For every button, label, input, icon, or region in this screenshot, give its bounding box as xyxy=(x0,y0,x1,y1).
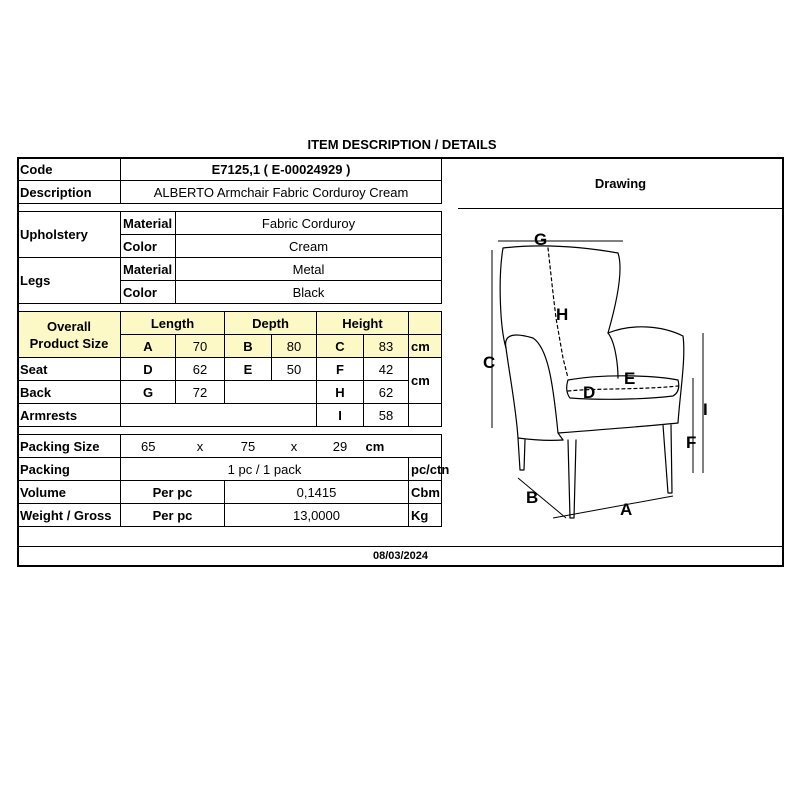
upholstery-material-row xyxy=(18,212,442,235)
packing-x1: x xyxy=(176,435,225,458)
legs-color-value: Black xyxy=(176,281,442,304)
packing-label: Packing xyxy=(18,458,121,481)
packing-value: 1 pc / 1 pack xyxy=(121,458,409,481)
legs-material-label: Material xyxy=(121,258,176,281)
back-blank xyxy=(225,381,317,404)
dim-h-key: H xyxy=(317,381,364,404)
dim-a-value: 70 xyxy=(176,335,225,358)
dim-b-value: 80 xyxy=(272,335,317,358)
drawing-label-a: A xyxy=(620,500,633,519)
drawing-label-c: C xyxy=(483,353,496,372)
drawing-label-b: B xyxy=(526,488,539,507)
chair-leg-front-left xyxy=(568,440,576,518)
armrests-row xyxy=(18,404,442,427)
packing-length: 65 xyxy=(121,435,176,458)
volume-value: 0,1415 xyxy=(225,481,409,504)
dim-e-key: E xyxy=(225,358,272,381)
overall-unit: cm xyxy=(409,335,442,358)
dim-i-value: 58 xyxy=(364,404,409,427)
dim-d-value: 62 xyxy=(176,358,225,381)
description-row xyxy=(18,181,442,204)
seat-label: Seat xyxy=(18,358,121,381)
date-footer: 08/03/2024 xyxy=(17,546,784,567)
packing-x2: x xyxy=(272,435,317,458)
drawing-label-i: I xyxy=(703,400,708,419)
packing-size-label: Packing Size xyxy=(18,435,121,458)
armchair-drawing xyxy=(458,208,783,546)
chair-right-arm xyxy=(608,327,684,423)
dim-a-key: A xyxy=(121,335,176,358)
legs-color-label: Color xyxy=(121,281,176,304)
armrests-label: Armrests xyxy=(18,404,121,427)
seat-row xyxy=(18,358,442,381)
drawing-label-h: H xyxy=(556,305,569,324)
upholstery-material-value: Fabric Corduroy xyxy=(176,212,442,235)
packing-unit: pc/ctn xyxy=(409,458,442,481)
dim-c-value: 83 xyxy=(364,335,409,358)
packing-size-unit: cm xyxy=(364,435,409,458)
overall-label-line2: Product Size xyxy=(29,335,109,351)
length-header: Length xyxy=(121,312,225,335)
weight-per: Per pc xyxy=(121,504,225,527)
dim-b-key: B xyxy=(225,335,272,358)
legs-label: Legs xyxy=(18,258,121,304)
weight-unit: Kg xyxy=(409,504,442,527)
packing-width: 75 xyxy=(225,435,272,458)
chair-leg-back-left xyxy=(518,438,525,470)
chair-left-arm xyxy=(506,335,563,440)
weight-row xyxy=(18,504,442,527)
unit-header-blank xyxy=(409,312,442,335)
chair-leg-front-right xyxy=(663,425,672,493)
chair-back-shape xyxy=(500,246,620,348)
volume-label: Volume xyxy=(18,481,121,504)
back-row xyxy=(18,381,442,404)
chair-left-arm-front xyxy=(506,348,518,438)
seat-back-unit: cm xyxy=(409,358,442,404)
back-label: Back xyxy=(18,381,121,404)
chair-right-arm-inner xyxy=(608,333,618,378)
code-value: E7125,1 ( E-00024929 ) xyxy=(121,158,442,181)
armrests-blank xyxy=(121,404,317,427)
packing-size-blank xyxy=(409,435,442,458)
code-row xyxy=(18,158,442,181)
overall-size-label xyxy=(18,312,121,358)
legs-material-value: Metal xyxy=(176,258,442,281)
dim-d-key: D xyxy=(121,358,176,381)
drawing-label-e: E xyxy=(624,369,636,388)
armchair-outline xyxy=(500,246,684,518)
volume-per: Per pc xyxy=(121,481,225,504)
upholstery-color-label: Color xyxy=(121,235,176,258)
spec-sheet xyxy=(17,157,450,527)
chair-base-front xyxy=(558,423,678,433)
dim-g-value: 72 xyxy=(176,381,225,404)
dim-f-value: 42 xyxy=(364,358,409,381)
dim-e-value: 50 xyxy=(272,358,317,381)
drawing-title: Drawing xyxy=(458,158,783,209)
overall-header-row xyxy=(18,312,442,335)
packing-size-row xyxy=(18,435,442,458)
upholstery-material-label: Material xyxy=(121,212,176,235)
weight-label: Weight / Gross xyxy=(18,504,121,527)
dim-f-key: F xyxy=(317,358,364,381)
description-value: ALBERTO Armchair Fabric Corduroy Cream xyxy=(121,181,442,204)
drawing-label-g: G xyxy=(534,230,548,249)
overall-label-line1: Overall xyxy=(46,318,92,334)
volume-row xyxy=(18,481,442,504)
spec-table xyxy=(17,157,450,527)
height-header: Height xyxy=(317,312,409,335)
dim-i-key: I xyxy=(317,404,364,427)
upholstery-color-value: Cream xyxy=(176,235,442,258)
legs-material-row xyxy=(18,258,442,281)
upholstery-label: Upholstery xyxy=(18,212,121,258)
packing-height: 29 xyxy=(317,435,364,458)
weight-value: 13,0000 xyxy=(225,504,409,527)
volume-unit: Cbm xyxy=(409,481,442,504)
packing-row xyxy=(18,458,442,481)
dimension-letters xyxy=(483,230,708,519)
drawing-label-f: F xyxy=(686,433,697,452)
drawing-panel xyxy=(458,157,784,547)
document-heading: ITEM DESCRIPTION / DETAILS xyxy=(307,137,497,152)
armrests-unit-blank xyxy=(409,404,442,427)
code-label: Code xyxy=(18,158,121,181)
dim-a-line xyxy=(553,496,673,518)
dim-c-key: C xyxy=(317,335,364,358)
description-label: Description xyxy=(18,181,121,204)
drawing-label-d: D xyxy=(583,383,596,402)
depth-header: Depth xyxy=(225,312,317,335)
dim-h-value: 62 xyxy=(364,381,409,404)
dim-g-key: G xyxy=(121,381,176,404)
